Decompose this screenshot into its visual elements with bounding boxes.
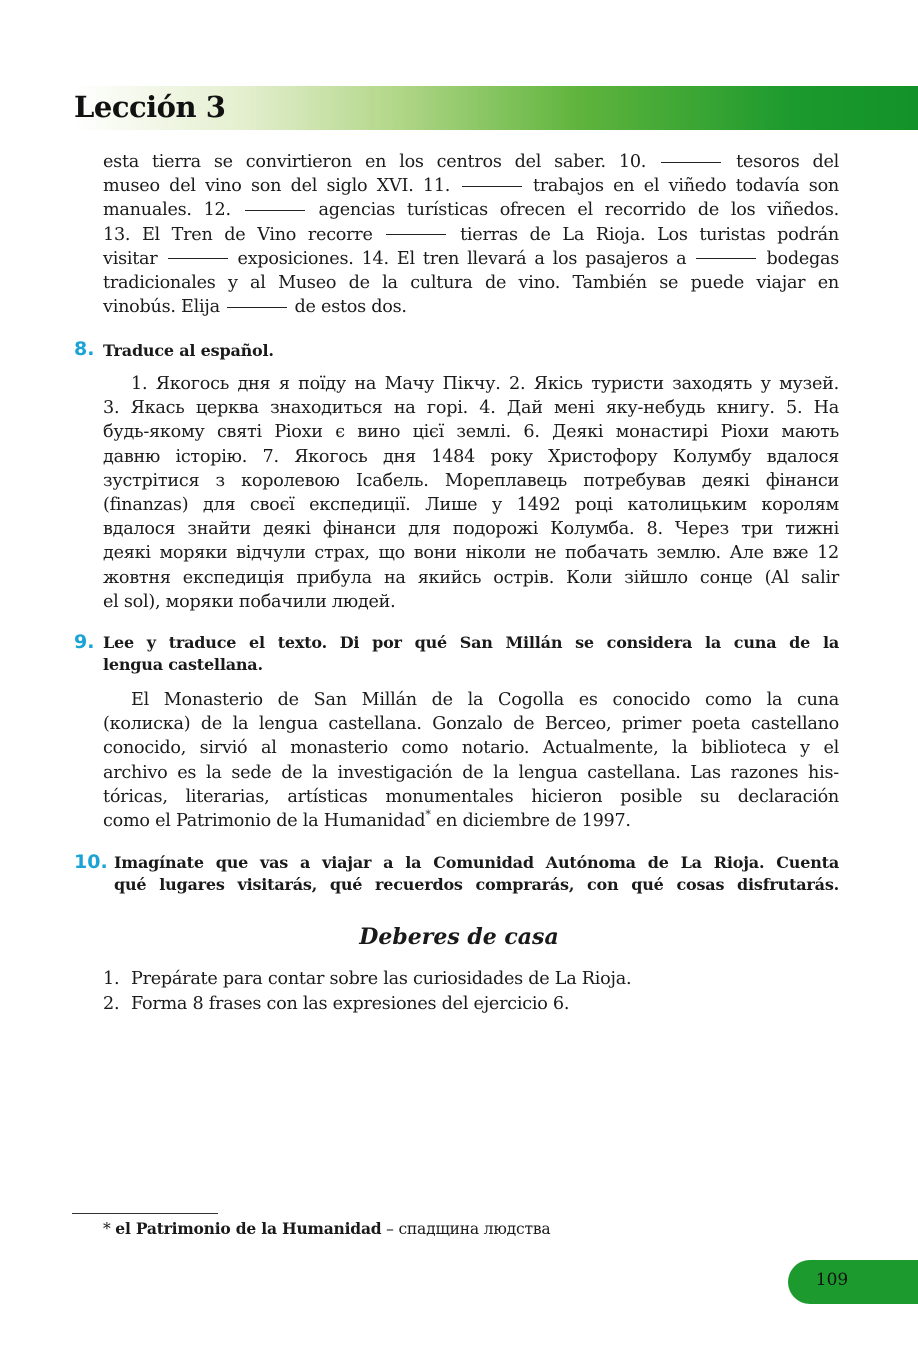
text-line: вдалося знайти деякі фінанси для подорожі Колумба. 8. Через три тижні: [103, 519, 839, 540]
homework-list: [103, 967, 631, 1016]
text-line: manuales. 12. agencias turísticas ofrecen el recorrido de los viñedos.: [103, 200, 839, 221]
exercise-8-text: [103, 372, 839, 614]
text-line: будь-якому святі Ріохи є вино цієї землі. 6. Деякі монастирі Ріохи мають: [103, 422, 839, 443]
list-item: 2. Forma 8 frases con las expresiones del ejercicio 6.: [103, 993, 570, 1014]
answer-blank: [386, 233, 446, 235]
text-line: tóricas, literarias, artísticas monumentales hicieron posible su declaración: [103, 786, 839, 807]
answer-blank: [661, 161, 721, 163]
answer-blank: [227, 306, 287, 308]
text-line: como el Patrimonio de la Humanidad* en diciembre de 1997.: [103, 808, 631, 832]
lesson-title: Lección 3: [74, 90, 226, 124]
exercise-8-number: 8.: [74, 338, 95, 360]
homework-title: Deberes de casa: [359, 924, 559, 950]
answer-blank: [168, 257, 228, 259]
exercise-10-title: Imagínate que vas a viajar a la Comunidad Autónoma de La Rioja. Cuenta qué lugares visitarás, qué recuerdos comprarás, con qué cosas disfrutarás.: [114, 853, 839, 894]
text-line: 13. El Tren de Vino recorre tierras de La Rioja. Los turistas podrán: [103, 224, 839, 245]
text-line: жовтня експедиція прибула на якийсь острів. Коли зійшло сонце (Al salir: [103, 567, 839, 588]
exercise-8-title: Traduce al español.: [103, 341, 274, 360]
text-line: vinobús. Elija de estos dos.: [103, 297, 407, 318]
text-line: tradicionales y al Museo de la cultura de vino. También se puede viajar en: [103, 273, 839, 294]
footnote-marker: *: [425, 808, 431, 822]
exercise-9-title: Lee y traduce el texto. Di por qué San Millán se considera la cuna de la lengua castellana.: [103, 633, 839, 674]
answer-blank: [696, 257, 756, 259]
text-line: el sol), моряки побачили людей.: [103, 591, 396, 612]
text-line: зустрітися з королевою Ісабель. Мореплавець потребував деякі фінанси: [103, 470, 839, 491]
text-line: archivo es la sede de la investigación de la lengua castellana. Las razones his-: [103, 762, 839, 783]
footnote-divider: [72, 1213, 218, 1214]
text-line: давню історію. 7. Якогось дня 1484 року Христофору Колумбу вдалося: [103, 446, 839, 467]
text-line: esta tierra se convirtieron en los centros del saber. 10. tesoros del: [103, 152, 840, 172]
footnote: * el Patrimonio de la Humanidad – спадщина людства: [103, 1219, 551, 1238]
exercise-9-number: 9.: [74, 631, 95, 653]
exercise-7-continuation: [103, 150, 839, 319]
answer-blank: [462, 185, 522, 187]
page-number: 109: [815, 1270, 849, 1290]
list-item: 1. Prepárate para contar sobre las curiosidades de La Rioja.: [103, 969, 632, 989]
answer-blank: [245, 209, 305, 211]
page-number-tab: [788, 1260, 918, 1304]
text-line: El Monasterio de San Millán de la Cogolla es conocido como la cuna: [131, 690, 839, 710]
exercise-10-number: 10.: [74, 851, 108, 873]
text-line: conocido, sirvió al monasterio como notario. Actualmente, la biblioteca y el: [103, 738, 839, 759]
text-line: 1. Якогось дня я поїду на Мачу Пікчу. 2. Якісь туристи заходять у музей.: [131, 374, 839, 394]
text-line: деякі моряки відчули страх, що вони ніколи не побачать землю. Але вже 12: [103, 543, 839, 564]
exercise-9-text: [103, 688, 839, 833]
text-line: 3. Якась церква знаходиться на горі. 4. Дай мені яку-небудь книгу. 5. На: [103, 398, 839, 419]
text-line: museo del vino son del siglo XVI. 11. trabajos en el viñedo todavía son: [103, 176, 840, 197]
text-line: (колиска) de la lengua castellana. Gonzalo de Berceo, primer poeta castellano: [103, 714, 839, 735]
text-line: visitar exposiciones. 14. El tren llevará a los pasajeros a bodegas: [103, 248, 840, 269]
text-line: (finanzas) для своєї експедиції. Лише у 1492 році католицьким королям: [103, 495, 839, 516]
